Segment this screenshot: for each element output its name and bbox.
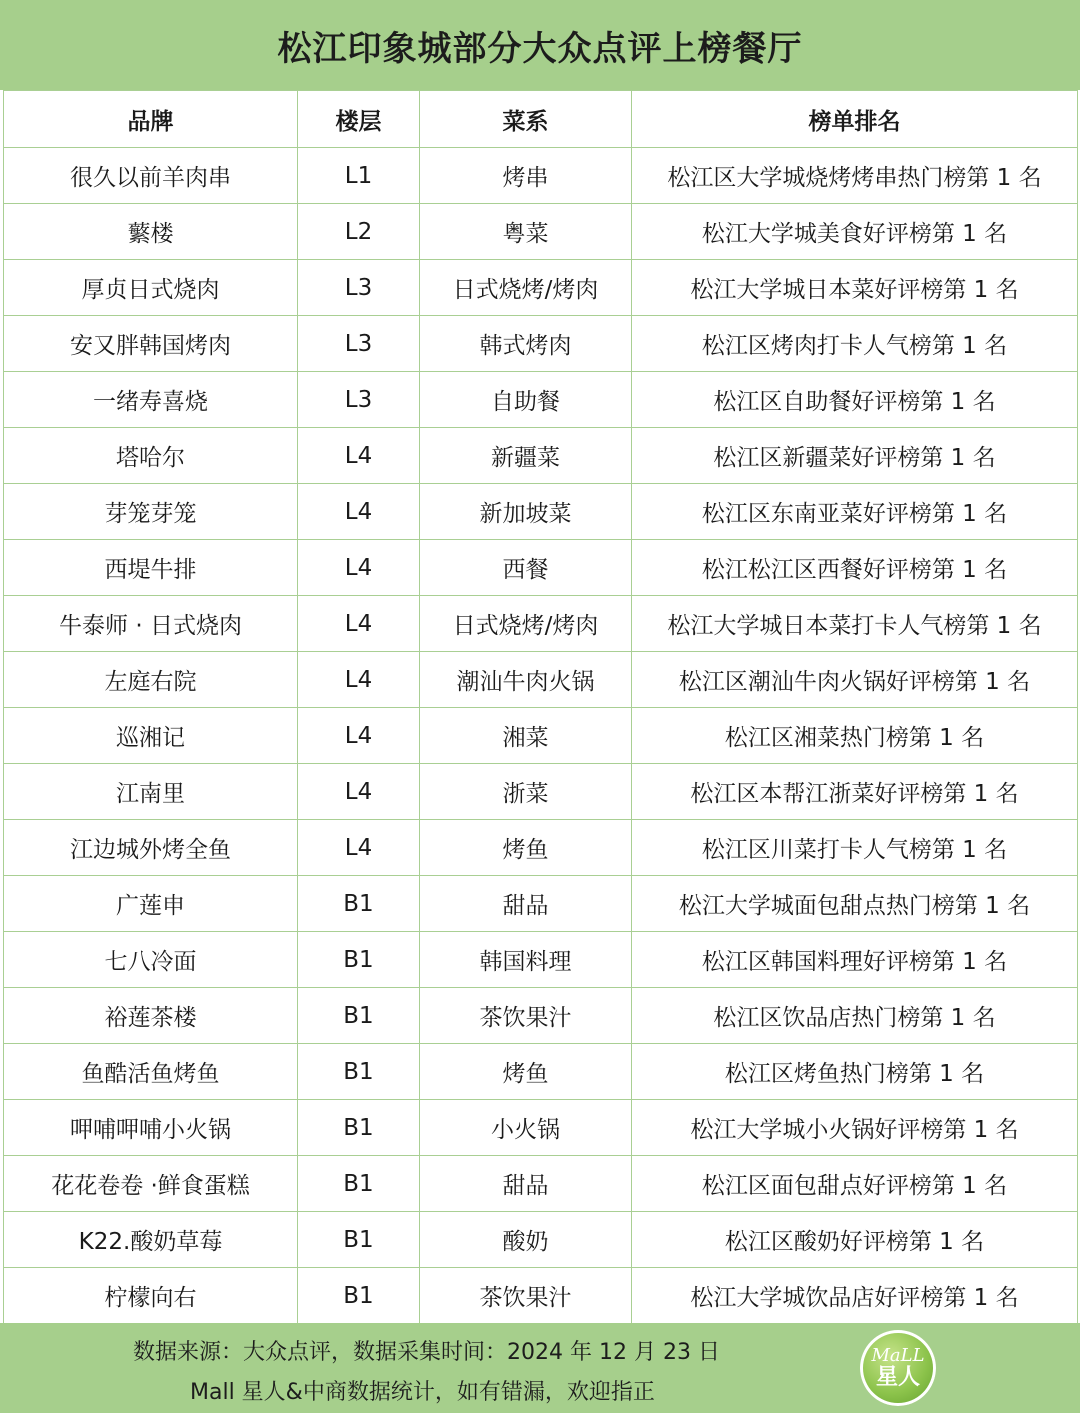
cell-ranking: 松江区湘菜热门榜第 1 名 xyxy=(632,708,1078,764)
footer-credit-note: Mall 星人&中商数据统计，如有错漏，欢迎指正 xyxy=(190,1380,655,1405)
cell-brand: 呷哺呷哺小火锅 xyxy=(4,1100,298,1156)
cell-brand: 七八冷面 xyxy=(4,932,298,988)
cell-brand: K22.酸奶草莓 xyxy=(4,1212,298,1268)
cell-ranking: 松江区烤鱼热门榜第 1 名 xyxy=(632,1044,1078,1100)
table-row xyxy=(4,1268,1078,1324)
restaurant-ranking-table xyxy=(3,90,1078,1324)
cell-brand: 安又胖韩国烤肉 xyxy=(4,316,298,372)
table-row xyxy=(4,708,1078,764)
table-row xyxy=(4,484,1078,540)
table-row xyxy=(4,1156,1078,1212)
cell-brand: 芽笼芽笼 xyxy=(4,484,298,540)
cell-brand: 牛泰师 · 日式烧肉 xyxy=(4,596,298,652)
table-row xyxy=(4,372,1078,428)
cell-brand: 很久以前羊肉串 xyxy=(4,148,298,204)
cell-cuisine: 茶饮果汁 xyxy=(420,988,632,1044)
cell-cuisine: 浙菜 xyxy=(420,764,632,820)
table-row xyxy=(4,204,1078,260)
table-row xyxy=(4,988,1078,1044)
cell-ranking: 松江区新疆菜好评榜第 1 名 xyxy=(632,428,1078,484)
table-header-row xyxy=(4,91,1078,148)
cell-cuisine: 日式烧烤/烤肉 xyxy=(420,596,632,652)
cell-cuisine: 西餐 xyxy=(420,540,632,596)
cell-floor: L4 xyxy=(298,764,420,820)
mall-star-logo xyxy=(860,1330,936,1406)
table-row xyxy=(4,428,1078,484)
table-row xyxy=(4,540,1078,596)
cell-ranking: 松江区大学城烧烤烤串热门榜第 1 名 xyxy=(632,148,1078,204)
footer-source-note: 数据来源：大众点评，数据采集时间：2024 年 12 月 23 日 xyxy=(133,1340,720,1365)
cell-floor: L3 xyxy=(298,316,420,372)
cell-ranking: 松江区酸奶好评榜第 1 名 xyxy=(632,1212,1078,1268)
cell-floor: L4 xyxy=(298,540,420,596)
table-row xyxy=(4,764,1078,820)
cell-cuisine: 酸奶 xyxy=(420,1212,632,1268)
cell-cuisine: 韩式烤肉 xyxy=(420,316,632,372)
cell-cuisine: 新疆菜 xyxy=(420,428,632,484)
cell-ranking: 松江区本帮江浙菜好评榜第 1 名 xyxy=(632,764,1078,820)
cell-cuisine: 甜品 xyxy=(420,876,632,932)
cell-ranking: 松江区潮汕牛肉火锅好评榜第 1 名 xyxy=(632,652,1078,708)
logo-text-top: MaLL xyxy=(871,1345,925,1366)
cell-ranking: 松江区韩国料理好评榜第 1 名 xyxy=(632,932,1078,988)
cell-brand: 广莲申 xyxy=(4,876,298,932)
table-row xyxy=(4,652,1078,708)
cell-cuisine: 小火锅 xyxy=(420,1100,632,1156)
cell-floor: B1 xyxy=(298,1268,420,1324)
table-row xyxy=(4,148,1078,204)
header-floor: 楼层 xyxy=(298,91,420,148)
cell-floor: B1 xyxy=(298,876,420,932)
cell-brand: 左庭右院 xyxy=(4,652,298,708)
page-title: 松江印象城部分大众点评上榜餐厅 xyxy=(277,28,803,69)
cell-cuisine: 韩国料理 xyxy=(420,932,632,988)
cell-floor: B1 xyxy=(298,1044,420,1100)
cell-cuisine: 潮汕牛肉火锅 xyxy=(420,652,632,708)
cell-floor: L4 xyxy=(298,708,420,764)
cell-ranking: 松江区饮品店热门榜第 1 名 xyxy=(632,988,1078,1044)
cell-floor: B1 xyxy=(298,988,420,1044)
cell-ranking: 松江大学城饮品店好评榜第 1 名 xyxy=(632,1268,1078,1324)
header-brand: 品牌 xyxy=(4,91,298,148)
cell-ranking: 松江区烤肉打卡人气榜第 1 名 xyxy=(632,316,1078,372)
cell-brand: 塔哈尔 xyxy=(4,428,298,484)
cell-ranking: 松江区自助餐好评榜第 1 名 xyxy=(632,372,1078,428)
cell-ranking: 松江区面包甜点好评榜第 1 名 xyxy=(632,1156,1078,1212)
cell-ranking: 松江大学城日本菜好评榜第 1 名 xyxy=(632,260,1078,316)
table-row xyxy=(4,1212,1078,1268)
cell-brand: 一绪寿喜烧 xyxy=(4,372,298,428)
cell-cuisine: 粤菜 xyxy=(420,204,632,260)
cell-floor: L3 xyxy=(298,372,420,428)
cell-cuisine: 湘菜 xyxy=(420,708,632,764)
cell-brand: 西堤牛排 xyxy=(4,540,298,596)
cell-ranking: 松江区川菜打卡人气榜第 1 名 xyxy=(632,820,1078,876)
cell-floor: L2 xyxy=(298,204,420,260)
cell-cuisine: 烤鱼 xyxy=(420,1044,632,1100)
cell-brand: 鱼酷活鱼烤鱼 xyxy=(4,1044,298,1100)
cell-floor: B1 xyxy=(298,1100,420,1156)
cell-floor: L4 xyxy=(298,428,420,484)
header-ranking: 榜单排名 xyxy=(632,91,1078,148)
cell-floor: L4 xyxy=(298,596,420,652)
logo-text-bottom: 星人 xyxy=(875,1365,920,1390)
table-row xyxy=(4,316,1078,372)
table-row xyxy=(4,1044,1078,1100)
cell-ranking: 松江大学城美食好评榜第 1 名 xyxy=(632,204,1078,260)
cell-floor: L1 xyxy=(298,148,420,204)
cell-floor: B1 xyxy=(298,1212,420,1268)
cell-cuisine: 甜品 xyxy=(420,1156,632,1212)
table-row xyxy=(4,1100,1078,1156)
cell-cuisine: 烤串 xyxy=(420,148,632,204)
table-row xyxy=(4,260,1078,316)
cell-cuisine: 新加坡菜 xyxy=(420,484,632,540)
table-body xyxy=(4,148,1078,1324)
cell-brand: 裕莲茶楼 xyxy=(4,988,298,1044)
cell-brand: 江边城外烤全鱼 xyxy=(4,820,298,876)
table-row xyxy=(4,596,1078,652)
cell-floor: L4 xyxy=(298,652,420,708)
cell-cuisine: 自助餐 xyxy=(420,372,632,428)
cell-cuisine: 日式烧烤/烤肉 xyxy=(420,260,632,316)
cell-floor: L4 xyxy=(298,820,420,876)
cell-ranking: 松江大学城小火锅好评榜第 1 名 xyxy=(632,1100,1078,1156)
cell-ranking: 松江区东南亚菜好评榜第 1 名 xyxy=(632,484,1078,540)
cell-brand: 蘩楼 xyxy=(4,204,298,260)
cell-cuisine: 烤鱼 xyxy=(420,820,632,876)
cell-brand: 巡湘记 xyxy=(4,708,298,764)
title-bar xyxy=(0,0,1080,90)
cell-floor: B1 xyxy=(298,1156,420,1212)
table-row xyxy=(4,820,1078,876)
cell-floor: B1 xyxy=(298,932,420,988)
cell-brand: 花花卷卷 ·鲜食蛋糕 xyxy=(4,1156,298,1212)
cell-floor: L4 xyxy=(298,484,420,540)
cell-floor: L3 xyxy=(298,260,420,316)
cell-brand: 柠檬向右 xyxy=(4,1268,298,1324)
header-cuisine: 菜系 xyxy=(420,91,632,148)
cell-cuisine: 茶饮果汁 xyxy=(420,1268,632,1324)
cell-brand: 厚贞日式烧肉 xyxy=(4,260,298,316)
cell-ranking: 松江松江区西餐好评榜第 1 名 xyxy=(632,540,1078,596)
table-row xyxy=(4,876,1078,932)
table-row xyxy=(4,932,1078,988)
cell-ranking: 松江大学城面包甜点热门榜第 1 名 xyxy=(632,876,1078,932)
cell-ranking: 松江大学城日本菜打卡人气榜第 1 名 xyxy=(632,596,1078,652)
cell-brand: 江南里 xyxy=(4,764,298,820)
